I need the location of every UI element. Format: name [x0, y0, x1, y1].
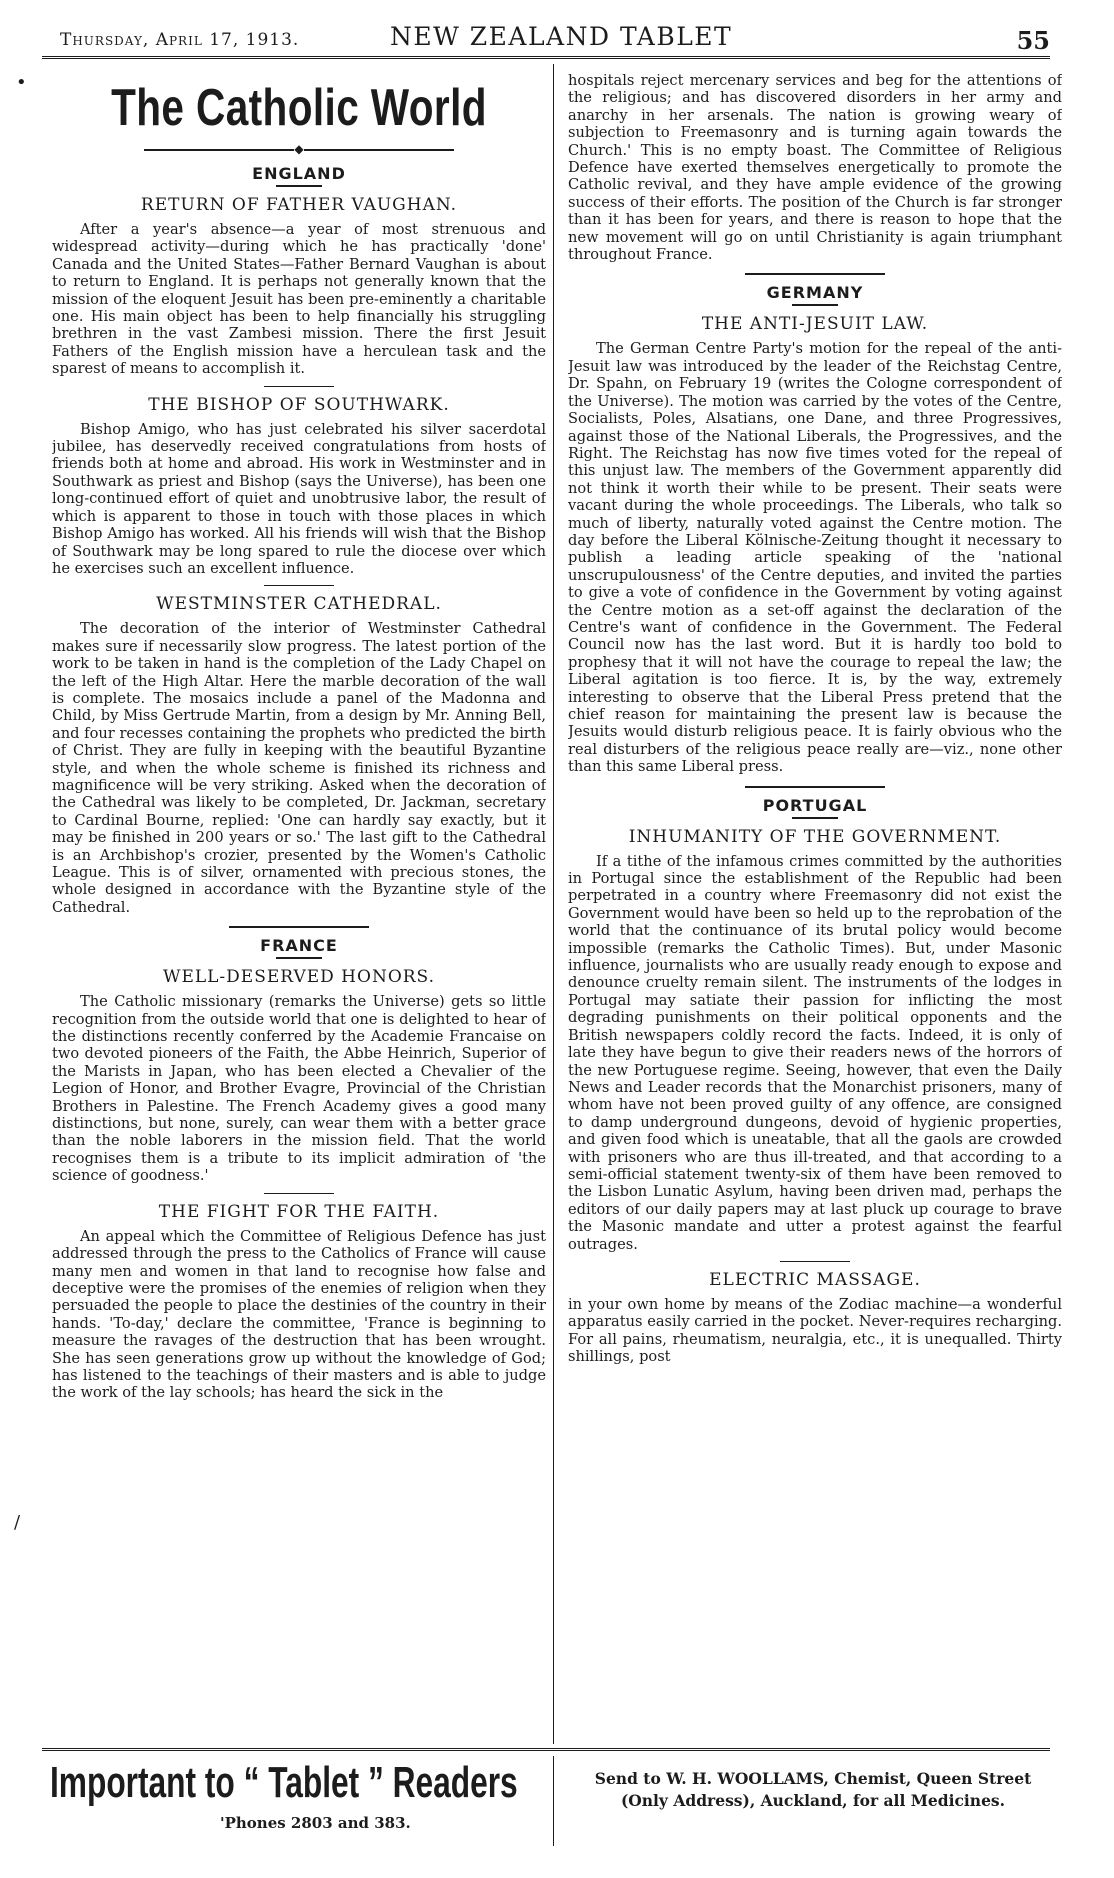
right-column	[568, 72, 1062, 1740]
newspaper-title: NEW ZEALAND TABLET	[390, 22, 733, 51]
margin-mark: •	[16, 72, 27, 93]
article-headline: WESTMINSTER CATHEDRAL.	[156, 594, 442, 615]
country-divider	[229, 926, 369, 928]
advert-heading: Important to “ Tablet ” Readers	[50, 1758, 518, 1807]
article-body: Bishop Amigo, who has just celebrated his silver sacerdotal jubilee, has deservedly received congratulations from hosts of friends both at home and abroad. His work in Westminster and in Southwark as priest and Bishop (says the Universe), has been one long-continued effort of quiet and unobtrusive labor, the result of which is apparent to those in touch with those places in which Bishop Amigo has worked. All his friends will wish that the Bishop of Southwark may be long spared to rule the diocese over which he exercises such an excellent influence.	[52, 420, 546, 577]
article-divider	[264, 1193, 334, 1194]
article-headline: WELL-DESERVED HONORS.	[162, 967, 436, 988]
country-divider	[745, 273, 885, 275]
page-number: 55	[1016, 26, 1050, 55]
country-underline	[276, 957, 322, 959]
issue-date: Thursday, April 17, 1913.	[60, 30, 300, 50]
article-body: The Catholic missionary (remarks the Universe) gets so little recognition from the outside world that one is delighted to hear of the distinctions recently conferred by the Academie Francaise on two devoted pioneers of the Faith, the Abbe Heinrich, Superior of the Marists in Japan, who has been elected a Chevalier of the Legion of Honor, and Brother Evagre, Provincial of the Christian Brothers in Palestine. The French Academy gives a good many distinctions, but none, surely, can wear them with a better grace than the noble laborers in the mission field. That the world recognises them is a tribute to its implicit admiration of 'the science of goodness.'	[52, 993, 546, 1185]
country-underline	[792, 817, 838, 819]
article-body: After a year's absence—a year of most strenuous and widespread activity—during which he has practically 'done' Canada and the United States—Father Bernard Vaughan is about to return to England. It is perhaps not generally known that the mission of the eloquent Jesuit has been pre-eminently a charitable one. His main object has been to help financially his struggling brethren in the vast Zambesi mission. There the first Jesuit Fathers of the English mission have a herculean task and the sparest of means to accomplish it.	[52, 221, 546, 378]
country-underline	[276, 185, 322, 187]
section-title: The Catholic World	[111, 79, 487, 137]
advert-line: Send to W. H. WOOLLAMS, Chemist, Queen Street	[594, 1769, 1032, 1788]
article-body: The German Centre Party's motion for the repeal of the anti-Jesuit law was introduced by the leader of the Reichstag Centre, Dr. Spahn, on February 19 (writes the Cologne correspondent of the Universe). The motion was carried by the votes of the Centre, Socialists, Poles, Alsatians, one Dane, and three Progressives, against those of the National Liberals, the Progressives, and the Right. The Reichstag has now five times voted for the repeal of this unjust law. The members of the Government apparently did not think it worth their while to be present. Their seats were vacant during the whole proceedings. The Liberals, who talk so much of liberty, naturally voted against the Centre motion. The day before the Liberal Kölnische-Zeitung thought it necessary to publish a leading article speaking of the 'national unscrupulousness' of the Centre deputies, and invited the parties to give a vote of confidence in the Government by voting against the Centre motion as a set-off against the declaration of the Centre's want of confidence in the Government. The Federal Council now has the last word. But it is hardly too bold to prophesy that it will not have the courage to repeal the law; the Liberal agitation is too fierce. It is, by the way, extremely interesting to observe that the Liberal Press pretend that the chief reason for maintaining the present law is because the Jesuits would disturb religious peace. It is fairly obvious who the real disturbers of the religious peace really are—viz., none other than this same Liberal press.	[568, 340, 1062, 776]
country-heading-england: ENGLAND	[252, 164, 346, 183]
title-ornament	[52, 142, 546, 156]
advert-line: (Only Address), Auckland, for all Medicines.	[620, 1791, 1006, 1810]
advert-body: in your own home by means of the Zodiac machine—a wonderful apparatus easily carried in the pocket. Never-requires recharging. For all pains, rheumatism, neuralgia, etc., it is unequalled. Thirty shillings, post	[568, 1295, 1062, 1366]
article-body: If a tithe of the infamous crimes committed by the authorities in Portugal since the establishment of the Republic had been perpetrated in a country where Freemasonry did not exist the Government would have been so held up to the reprobation of the world that the continuance of its brutal policy would become impossible (remarks the Catholic Times). But, under Masonic influence, journalists who are usually ready enough to expose and denounce cruelty remain silent. The instruments of the lodges in Portugal may satiate their passion for inflicting the most degrading punishments on their political opponents and the British newspapers coldly record the facts. Indeed, it is only of late they have begun to give their readers news of the horrors of the new Portuguese regime. Seeing, however, that even the Daily News and Leader records that the Monarchist prisoners, many of whom have not been proved guilty of any offence, are consigned to damp underground dungeons, devoid of hygienic properties, and given food which is uneatable, that all the gaols are crowded with prisoners who are thus ill-treated, and that according to a semi-official statement twenty-six of them have been removed to the Lisbon Lunatic Asylum, having been driven mad, perhaps the editors of our daily papers may at last pluck up courage to brave the Masonic mandate and utter a protest against the fearful outrages.	[568, 852, 1062, 1253]
article-headline: THE FIGHT FOR THE FAITH.	[158, 1201, 440, 1222]
advert-woollams	[568, 1768, 1058, 1812]
country-heading-portugal: PORTUGAL	[762, 795, 868, 815]
masthead	[60, 20, 1050, 60]
advert-phones: 'Phones 2803 and 383.	[220, 1814, 411, 1832]
article-headline: THE BISHOP OF SOUTHWARK.	[148, 394, 450, 415]
article-headline: RETURN OF FATHER VAUGHAN.	[140, 195, 458, 215]
country-heading-france: FRANCE	[260, 936, 338, 956]
bottom-double-rule	[42, 1748, 1050, 1751]
article-divider	[780, 1261, 850, 1262]
advert-headline: ELECTRIC MASSAGE.	[709, 1269, 921, 1290]
country-underline	[792, 304, 838, 306]
margin-pencil-mark: /	[14, 1512, 21, 1533]
article-divider	[264, 585, 334, 586]
column-divider	[553, 64, 554, 1744]
advert-tablet-readers	[50, 1758, 550, 1868]
left-column	[52, 72, 546, 1740]
country-divider	[745, 786, 885, 788]
article-headline: THE ANTI-JESUIT LAW.	[701, 314, 929, 335]
ornament-diamond: ◆	[294, 142, 304, 156]
article-headline: INHUMANITY OF THE GOVERNMENT.	[628, 826, 1002, 847]
country-heading-germany: GERMANY	[766, 283, 864, 303]
top-double-rule	[42, 56, 1050, 59]
article-body: The decoration of the interior of Westminster Cathedral makes sure if necessarily slow progress. The latest portion of the work to be taken in hand is the completion of the Lady Chapel on the left of the High Altar. Here the marble decoration of the wall is complete. The mosaics include a panel of the Madonna and Child, by Miss Gertrude Martin, from a design by Mr. Anning Bell, and four recesses containing the prophets who predicted the birth of Christ. They are fully in keeping with the beautiful Byzantine style, and when the whole scheme is finished its richness and magnificence will be very striking. Asked when the decoration of the Cathedral was likely to be completed, Dr. Jackman, secretary to Cardinal Bourne, replied: 'One can hardly say exactly, but it may be finished in 200 years or so.' The last gift to the Cathedral is an Archbishop's crozier, presented by the Women's Catholic League. This is of silver, ornamented with precious stones, the whole designed in accordance with the Byzantine style of the Cathedral.	[52, 620, 546, 916]
article-divider	[264, 386, 334, 387]
article-body: An appeal which the Committee of Religious Defence has just addressed through the press to the Catholics of France will cause many men and women in that land to recognise how false and deceptive were the promises of the enemies of religion when they persuaded the people to place the destinies of the country in their hands. 'To-day,' declare the committee, 'France is beginning to measure the ravages of the destruction that has been wrought. She has seen generations grow up without the knowledge of God; has listened to the teachings of their masters and is able to judge the work of the lay schools; has heard the sick in the	[52, 1227, 546, 1402]
article-body-continued: hospitals reject mercenary services and beg for the attentions of the religious; and has discovered disorders in her army and anarchy in her arsenals. The nation is growing weary of subjection to Freemasonry and is turning again towards the Church.' This is no empty boast. The Committee of Religious Defence have exerted themselves energetically to promote the Catholic revival, and they have ample evidence of the growing success of their efforts. The position of the Church is far stronger than it has been for years, and there is reason to hope that the new movement will go on until Christianity is again triumphant throughout France.	[568, 72, 1062, 264]
advert-divider	[553, 1756, 554, 1846]
